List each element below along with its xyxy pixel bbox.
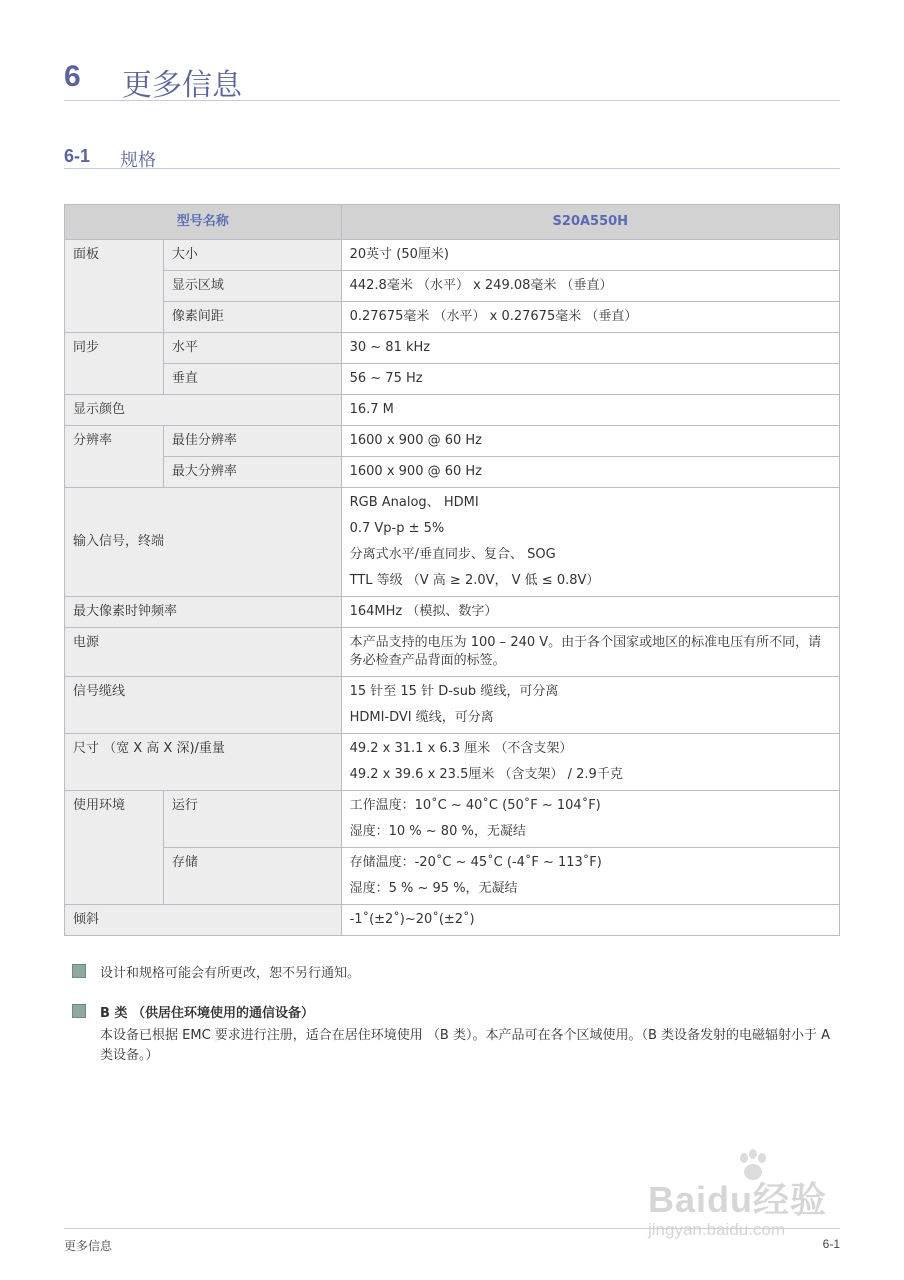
section-heading: [64, 146, 840, 169]
display-area-value: 442.8毫米 （水平） x 249.08毫米 （垂直）: [341, 271, 839, 302]
input-line: TTL 等级 （V 高 ≥ 2.0V， V 低 ≤ 0.8V）: [349, 573, 600, 588]
display-color-label: 显示颜色: [65, 395, 342, 426]
storage-line: 存储温度：-20˚C ~ 45˚C (-4˚F ~ 113˚F): [349, 855, 602, 870]
chapter-number: 6: [64, 60, 81, 93]
display-color-value: 16.7 M: [341, 395, 839, 426]
power-value: 本产品支持的电压为 100 – 240 V。由于各个国家或地区的标准电压有所不同，请务必检查产品背面的标签。: [341, 628, 839, 677]
model-value-header: S20A550H: [341, 205, 839, 240]
spec-table: [64, 204, 840, 936]
sync-label: 同步: [65, 333, 164, 395]
note-heading: B 类 （供居住环境使用的通信设备）: [100, 1006, 314, 1021]
note-body: 本设备已根据 EMC 要求进行注册，适合在居住环境使用 （B 类）。本产品可在各个区域使用。（B 类设备发射的电磁辐射小于 A 类设备。）: [100, 1028, 831, 1063]
table-row: [65, 395, 840, 426]
footer-section-name: 更多信息: [64, 1239, 113, 1253]
tilt-value: -1˚(±2˚)~20˚(±2˚): [341, 905, 839, 936]
table-row: [65, 302, 840, 333]
table-row: [65, 271, 840, 302]
table-header-row: [65, 205, 840, 240]
power-label: 电源: [65, 628, 342, 677]
section-title: 规格: [120, 150, 156, 171]
section-number: 6-1: [64, 146, 91, 166]
storage-line: 湿度：5 % ~ 95 %，无凝结: [349, 881, 518, 896]
resolution-label: 分辨率: [65, 426, 164, 488]
operating-line: 湿度：10 % ~ 80 %，无凝结: [349, 824, 526, 839]
table-row: [65, 488, 840, 597]
table-row: [65, 848, 840, 905]
input-signal-label: 输入信号，终端: [65, 488, 342, 597]
input-line: RGB Analog、 HDMI: [349, 495, 479, 510]
watermark-url: jingyan.baidu.com: [648, 1220, 786, 1239]
table-row: [65, 677, 840, 734]
dimensions-line: 49.2 x 31.1 x 6.3 厘米 （不含支架）: [349, 741, 573, 756]
table-row: [65, 240, 840, 271]
best-resolution-label: 最佳分辨率: [163, 426, 341, 457]
input-signal-value: [341, 488, 839, 597]
best-resolution-value: 1600 x 900 @ 60 Hz: [341, 426, 839, 457]
note-icon: [72, 1004, 86, 1018]
page-number: 6-1: [822, 1237, 840, 1251]
table-row: [65, 905, 840, 936]
note-text: 设计和规格可能会有所更改，恕不另行通知。: [100, 966, 361, 981]
operating-label: 运行: [163, 791, 341, 848]
note-icon: [72, 964, 86, 978]
pixel-pitch-value: 0.27675毫米 （水平） x 0.27675毫米 （垂直）: [341, 302, 839, 333]
environment-label: 使用环境: [65, 791, 164, 905]
watermark-logo: Baidu经验: [648, 1179, 828, 1220]
storage-value: [341, 848, 839, 905]
storage-label: 存储: [163, 848, 341, 905]
cable-line: HDMI-DVI 缆线，可分离: [349, 710, 494, 725]
table-row: [65, 734, 840, 791]
pixel-clock-label: 最大像素时钟频率: [65, 597, 342, 628]
sync-h-value: 30 ~ 81 kHz: [341, 333, 839, 364]
sync-h-label: 水平: [163, 333, 341, 364]
max-resolution-value: 1600 x 900 @ 60 Hz: [341, 457, 839, 488]
display-area-label: 显示区域: [163, 271, 341, 302]
input-line: 0.7 Vp-p ± 5%: [349, 521, 445, 536]
table-row: [65, 597, 840, 628]
dimensions-label: 尺寸 （宽 X 高 X 深)/重量: [65, 734, 342, 791]
operating-value: [341, 791, 839, 848]
table-row: [65, 364, 840, 395]
operating-line: 工作温度：10˚C ~ 40˚C (50˚F ~ 104˚F): [349, 798, 601, 813]
max-resolution-label: 最大分辨率: [163, 457, 341, 488]
table-row: [65, 628, 840, 677]
cable-line: 15 针至 15 针 D-sub 缆线，可分离: [349, 684, 559, 699]
table-row: [65, 333, 840, 364]
model-name-header: 型号名称: [65, 205, 342, 240]
pixel-pitch-label: 像素间距: [163, 302, 341, 333]
tilt-label: 倾斜: [65, 905, 342, 936]
sync-v-value: 56 ~ 75 Hz: [341, 364, 839, 395]
dimensions-value: [341, 734, 839, 791]
dimensions-line: 49.2 x 39.6 x 23.5厘米 （含支架） / 2.9千克: [349, 767, 623, 782]
signal-cable-label: 信号缆线: [65, 677, 342, 734]
input-line: 分离式水平/垂直同步、复合、 SOG: [349, 547, 556, 562]
pixel-clock-value: 164MHz （模拟、数字）: [341, 597, 839, 628]
size-label: 大小: [163, 240, 341, 271]
chapter-heading: [64, 60, 840, 101]
sync-v-label: 垂直: [163, 364, 341, 395]
panel-label: 面板: [65, 240, 164, 333]
size-value: 20英寸 (50厘米): [341, 240, 839, 271]
table-row: [65, 426, 840, 457]
chapter-title: 更多信息: [122, 68, 242, 103]
baidu-watermark: [640, 1148, 850, 1248]
table-row: [65, 791, 840, 848]
table-row: [65, 457, 840, 488]
signal-cable-value: [341, 677, 839, 734]
